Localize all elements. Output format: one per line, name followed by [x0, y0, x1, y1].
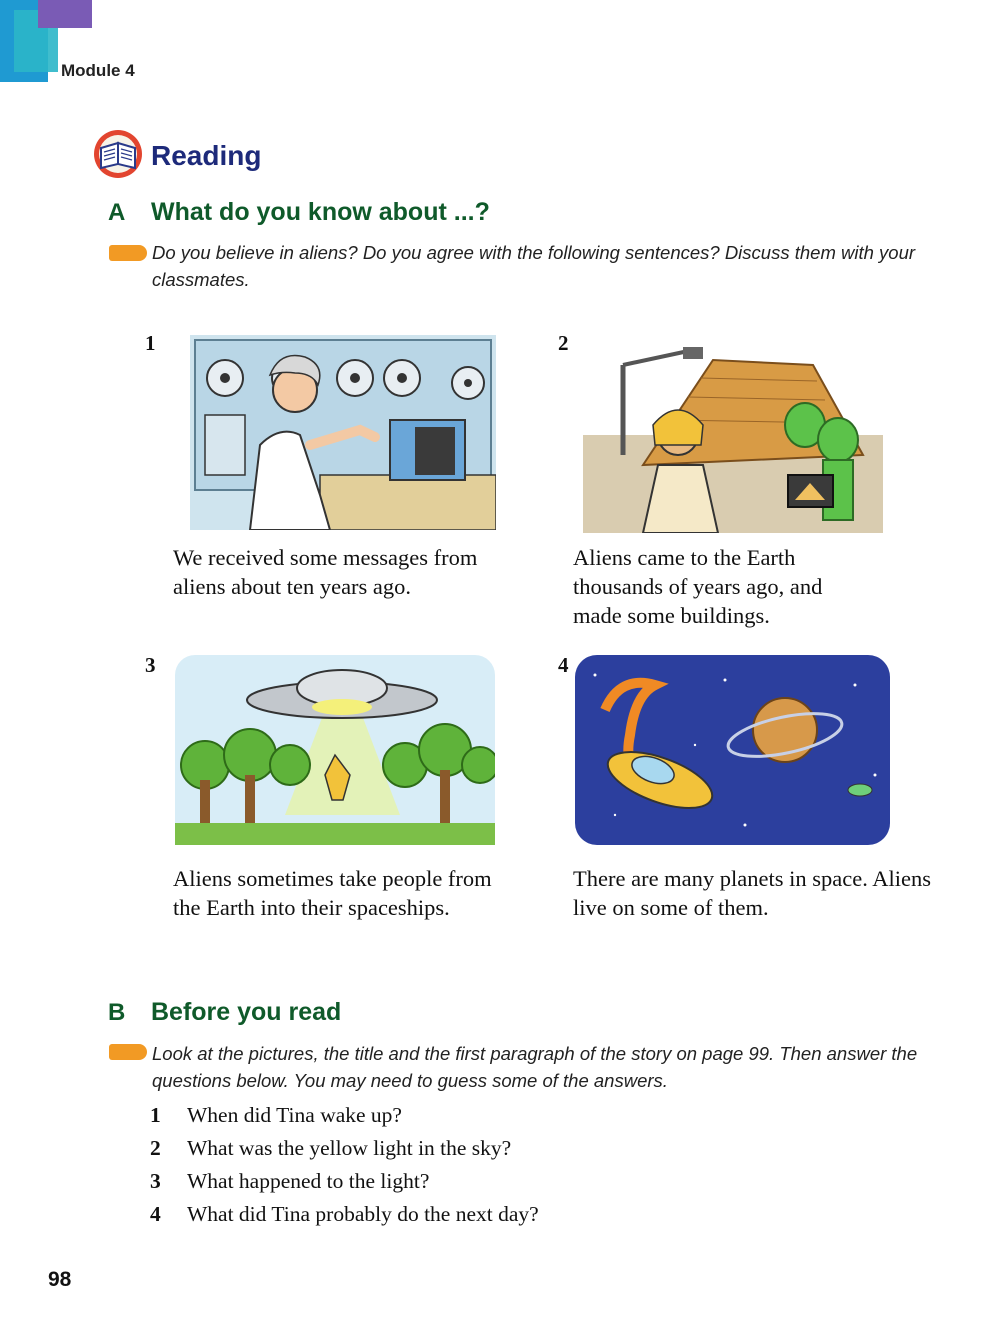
item-2-caption: Aliens came to the Earth thousands of years ago, and made some buildings. [573, 545, 823, 628]
section-a-title: What do you know about ...? [151, 198, 490, 226]
question-text: What was the yellow light in the sky? [187, 1136, 512, 1160]
question-number: 4 [150, 1202, 161, 1226]
section-b-title: Before you read [151, 998, 342, 1026]
item-3-caption: Aliens sometimes take people from the Earth into their spaceships. [173, 866, 492, 920]
question-text: What did Tina probably do the next day? [187, 1202, 539, 1226]
item-4-caption: There are many planets in space. Aliens live on some of them. [573, 866, 931, 920]
question-text: What happened to the light? [187, 1169, 430, 1193]
aliens-and-pyramid-illustration [583, 335, 883, 533]
question-number: 3 [150, 1169, 161, 1193]
scientist-receiving-messages-illustration [190, 335, 496, 530]
ufo-abduction-illustration [175, 655, 495, 845]
section-a-instruction: Do you believe in aliens? Do you agree with the following sentences? Discuss them with your classmates. [152, 242, 916, 290]
instruction-bullet-a [109, 245, 147, 261]
item-3-number: 3 [145, 653, 156, 677]
item-1-number: 1 [145, 331, 156, 355]
corner-decoration-purple [38, 0, 92, 28]
question-text: When did Tina wake up? [187, 1103, 402, 1127]
item-2-number: 2 [558, 331, 569, 355]
item-4-number: 4 [558, 653, 569, 677]
page-number: 98 [48, 1268, 72, 1291]
section-b-instruction: Look at the pictures, the title and the first paragraph of the story on page 99. Then answer the questions below. You may need to guess some of the answers. [152, 1043, 918, 1091]
instruction-bullet-b [109, 1044, 147, 1060]
module-label: Module 4 [61, 61, 135, 80]
reading-title: Reading [151, 140, 262, 171]
space-planets-illustration [575, 655, 890, 845]
section-a-letter: A [108, 199, 126, 226]
question-number: 2 [150, 1136, 161, 1160]
section-b-letter: B [108, 999, 126, 1026]
question-number: 1 [150, 1103, 161, 1127]
open-book-icon [92, 128, 144, 180]
item-1-caption: We received some messages from aliens about ten years ago. [173, 545, 478, 599]
